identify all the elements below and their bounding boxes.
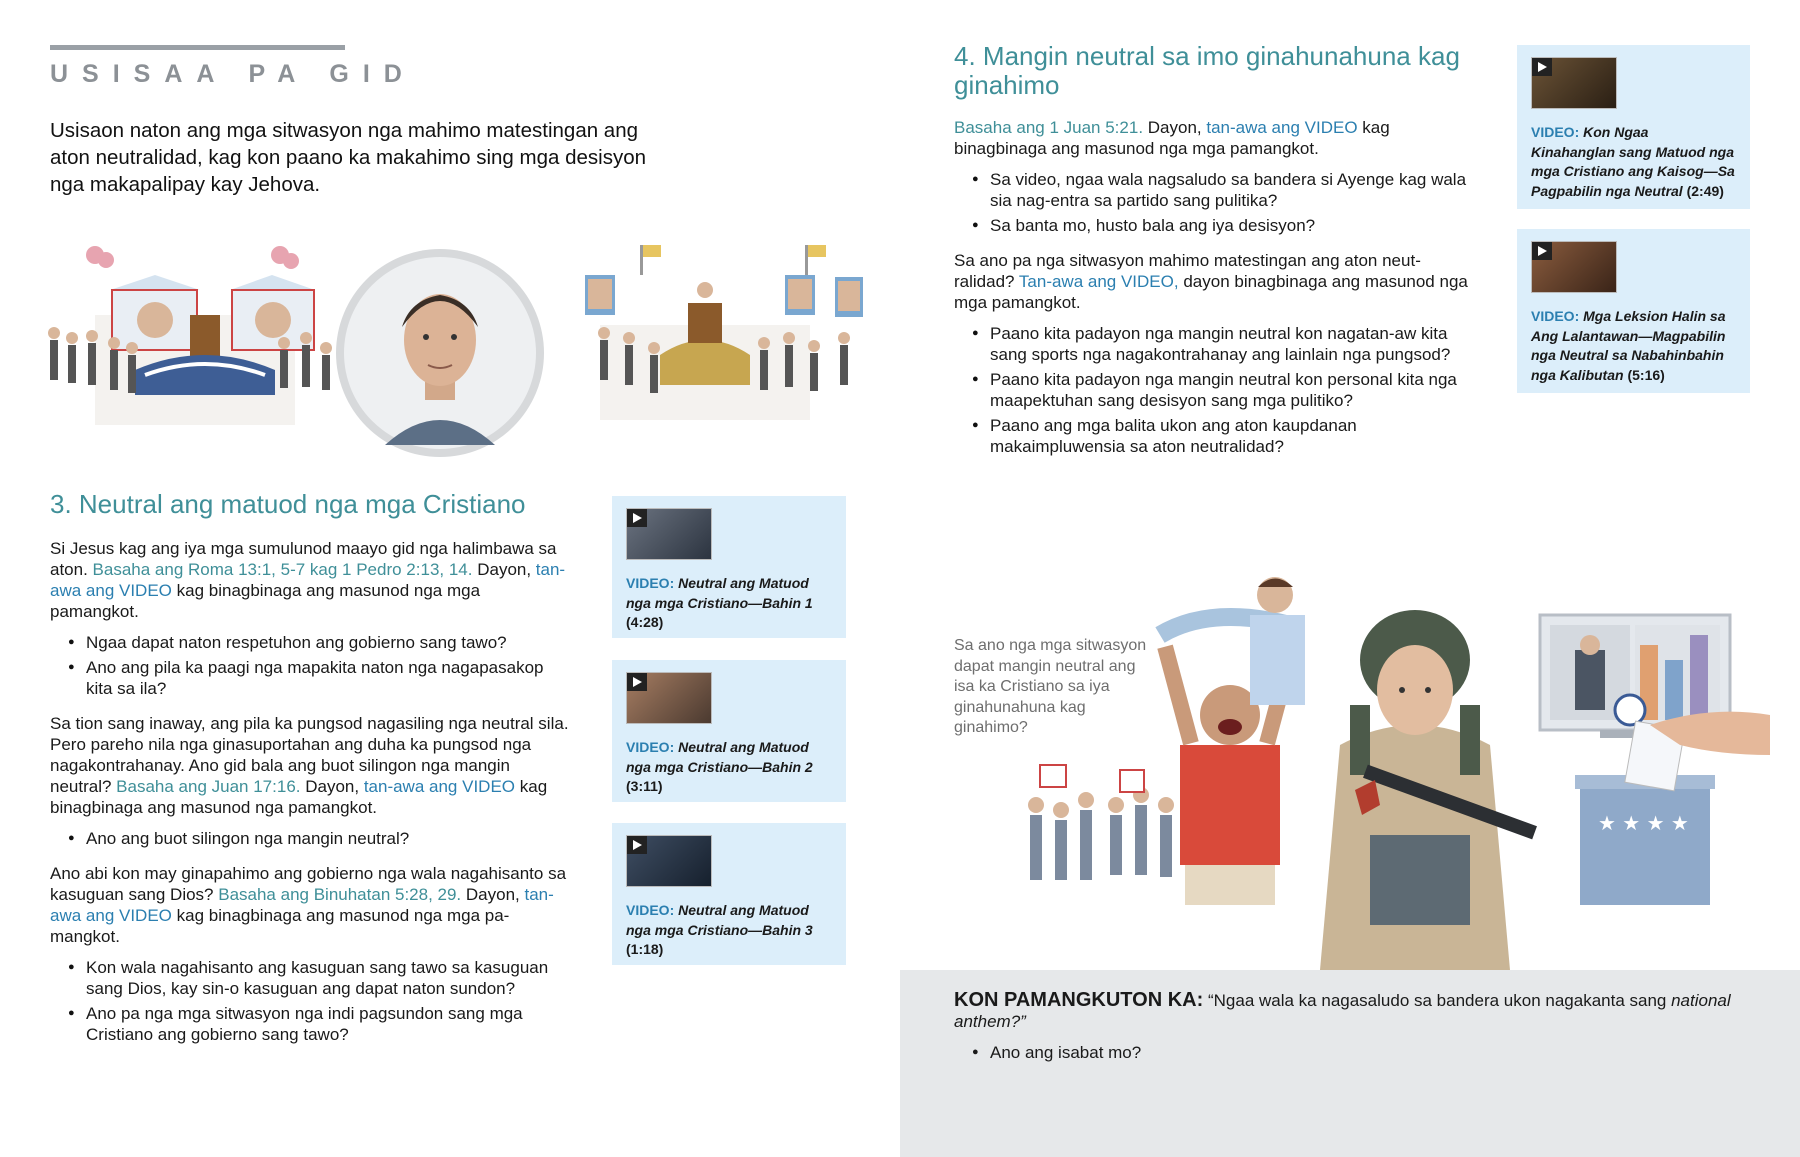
section-4-paragraph-1: Basaha ang 1 Juan 5:21. Dayon, tan-awa ang VIDEO kag binagbinaga ang masunod nga mga pamangkot. (954, 118, 1390, 158)
young-man (1250, 577, 1305, 705)
play-icon[interactable] (1532, 58, 1552, 76)
play-icon[interactable] (627, 509, 647, 527)
question-list (50, 632, 570, 699)
video-caption: VIDEO: Neutral ang Matuod nga mga Cristiano—Bahin 1 (4:28) (626, 575, 813, 630)
section-4-paragraph-2: Sa ano pa nga sitwasyon mahimo matestingan ang aton neut-ralidad? Tan-awa ang VIDEO, dayon binagbinaga ang masunod nga mga pamangkot. (954, 251, 1468, 312)
video-thumbnail[interactable] (1531, 241, 1617, 293)
video-link[interactable]: tan-awa ang VIDEO (363, 777, 516, 796)
video-caption: VIDEO: Neutral ang Matuod nga mga Cristiano—Bahin 2 (3:11) (626, 739, 813, 794)
neutrality-scenarios-illustration (1010, 565, 1770, 970)
scripture-link[interactable]: Basaha ang Binuhatan 5:28, 29. (218, 885, 462, 904)
section-4-title: 4. Mangin neutral sa imo ginahunahuna kag ginahimo (954, 41, 1460, 100)
video-link[interactable]: Tan-awa ang VIDEO, (1018, 272, 1179, 291)
intro-paragraph: Usisaon naton ang mga sitwasyon nga mahimo matestingan ang aton neutralidad, kag kon paano ka makahimo sing mga desisyon nga makapalipay kay Jehova. (50, 119, 647, 196)
man-portrait (336, 249, 544, 457)
objection-quote: KON PAMANGKUTON KA: “Ngaa wala ka nagasaludo sa bandera ukon nagakanta sang national anthem?” (954, 989, 1731, 1031)
video-thumbnail[interactable] (626, 672, 712, 724)
question-item: ● Kon wala nagahisanto ang kasuguan sang tawo sa kasuguan sang Dios, kay sin-o kasuguan ang dapat naton sundon? (50, 957, 570, 999)
question-item: ● Ano ang pila ka paagi nga mapakita naton nga nagapasakop kita sa ila? (50, 657, 570, 699)
section-3-body (50, 538, 570, 1059)
objection-question: ● Ano ang isabat mo? (954, 1042, 1734, 1063)
video-caption: VIDEO: Kon Ngaa Kinahanglan sang Matuod nga mga Cristiano ang Kaisog—Sa Pagpabilin nga Neutral (2:49) (1531, 124, 1735, 199)
question-list (954, 169, 1474, 236)
objection-question-list (954, 1042, 1734, 1063)
question-item: ● Ano ang buot silingon nga mangin neutral? (50, 828, 570, 849)
video-card-2[interactable] (612, 660, 846, 802)
protesters (1028, 765, 1174, 880)
video-card-5[interactable] (1517, 229, 1750, 393)
right-rally-scene (585, 245, 863, 420)
video-link[interactable]: tan-awa ang VIDEO (1206, 118, 1358, 137)
section-kicker: USISAA PA GID (50, 60, 416, 88)
question-item: ● Ngaa dapat naton respetuhon ang gobierno sang tawo? (50, 632, 570, 653)
video-card-4[interactable] (1517, 45, 1750, 209)
scripture-link[interactable]: Basaha ang 1 Juan 5:21. (954, 118, 1144, 137)
section-3-title: 3. Neutral ang matuod nga mga Cristiano (50, 489, 526, 519)
question-item: ● Sa video, ngaa wala nagsaludo sa bandera si Ayenge kag wala sia nag-entra sa partido sang pulitika? (954, 169, 1474, 211)
question-item: ● Sa banta mo, husto bala ang iya desisyon? (954, 215, 1474, 236)
section-3-paragraph-3: Ano abi kon may ginapahimo ang gobierno nga wala nagahisanto sa kasuguan sang Dios? Basaha ang Binuhatan 5:28, 29. Dayon, tan-awa ang VIDEO kag binagbinaga ang masunod nga mga pa-mangkot. (50, 864, 567, 946)
question-list (50, 957, 570, 1045)
question-item: ● Paano kita padayon nga mangin neutral kon nagatan-aw kita sang sports nga nagakontrahanay ang lainlain nga pungsod? (954, 323, 1474, 365)
illustration-caption: Sa ano nga mga sitwasyon dapat mangin neutral ang isa ka Cristiano sa iya ginahunahuna kag ginahimo? (954, 637, 1147, 736)
video-thumbnail[interactable] (1531, 57, 1617, 109)
question-item: ● Ano pa nga mga sitwasyon nga indi pagsundon sang mga Cristiano ang gobierno sang tawo? (50, 1003, 570, 1045)
scripture-link[interactable]: Basaha ang Juan 17:16. (116, 777, 301, 796)
question-list (50, 828, 570, 849)
video-caption: VIDEO: Neutral ang Matuod nga mga Cristiano—Bahin 3 (1:18) (626, 902, 813, 957)
political-rally-illustration (40, 245, 870, 460)
video-thumbnail[interactable] (626, 508, 712, 560)
scripture-link[interactable]: Basaha ang Roma 13:1, 5-7 kag 1 Pedro 2:13, 14. (92, 560, 473, 579)
play-icon[interactable] (627, 836, 647, 854)
video-link[interactable]: tan-awa ang VIDEO (50, 885, 554, 925)
question-item: ● Paano kita padayon nga mangin neutral kon personal kita nga maapektuhan sang desisyon sang mga pulitiko? (954, 369, 1474, 411)
section-4-body (954, 117, 1474, 471)
objection-panel (954, 990, 1734, 1063)
question-list (954, 323, 1474, 457)
play-icon[interactable] (627, 673, 647, 691)
video-caption: VIDEO: Mga Leksion Halin sa Ang Lalantawan—Magpabilin nga Neutral sa Nabahinbahin nga Kalibutan (5:16) (1531, 308, 1726, 383)
video-card-1[interactable] (612, 496, 846, 638)
video-thumbnail[interactable] (626, 835, 712, 887)
svg-text:★ ★ ★ ★: ★ ★ ★ ★ (1598, 811, 1689, 835)
question-item: ● Paano ang mga balita ukon ang aton kaupdanan makaimpluwensia sa aton neutralidad? (954, 415, 1474, 457)
header-rule (50, 45, 345, 50)
left-rally-scene (48, 246, 332, 425)
video-link[interactable]: tan-awa ang VIDEO (50, 560, 566, 600)
play-icon[interactable] (1532, 242, 1552, 260)
objection-lead: KON PAMANGKUTON KA: (954, 989, 1204, 1011)
soldier (1320, 610, 1537, 970)
ballot-box (1575, 712, 1770, 905)
section-3-paragraph-2: Sa tion sang inaway, ang pila ka pungsod nagasiling nga neutral sila. Pero pareho nila nga ginasuportahan ang duha ka pungsod nga nagakontrahanay. Ano gid bala ang buot silingon nga mangin neutral? Basaha ang Juan 17:16. Dayon, tan-awa ang VIDEO kag binagbinaga ang masunod nga pamangkot. (50, 714, 569, 817)
video-card-3[interactable] (612, 823, 846, 965)
section-3-paragraph-1: Si Jesus kag ang iya mga sumulunod maayo gid nga halimbawa sa aton. Basaha ang Roma 13:1, 5-7 kag 1 Pedro 2:13, 14. Dayon, tan-awa ang VIDEO kag binagbinaga ang masunod nga mga pamangkot. (50, 539, 566, 621)
